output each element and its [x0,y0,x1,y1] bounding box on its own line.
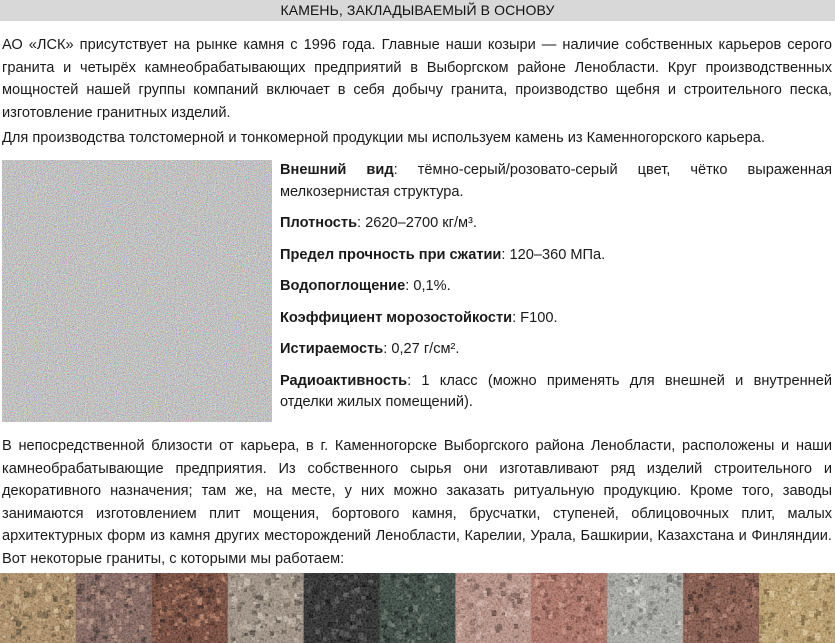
granite-swatch-red-brown [683,573,759,643]
intro-paragraph: АО «ЛСК» присутствует на рынке камня с 1996 года. Главные наши козыри — наличие собственных карьеров серого гранита и четырёх камнеобрабатывающих предприятий в Выборгском районе Ленобласти. Круг производственных мощностей нашей группы компаний включает в себя добычу гранита, производство щебня и строительного песка, изготовление гранитных изделий. [2,37,832,121]
granite-swatch-dark-green [380,573,456,643]
granite-sample-image [2,160,272,422]
property-frost-resistance: Коэффициент морозостойкости: F100. [280,309,558,326]
quarry-paragraph: Для производства толстомерной и тонкомерной продукции мы используем камень из Каменногорского карьера. [2,130,765,146]
granite-swatches-strip [0,573,835,643]
granite-swatch-black [304,573,380,643]
granite-swatch-light-grey [607,573,683,643]
property-water-absorption: Водопоглощение: 0,1%. [280,278,451,294]
page-title: КАМЕНЬ, ЗАКЛАДЫВАЕМЫЙ В ОСНОВУ [280,2,555,18]
granite-swatch-coral [531,573,607,643]
property-density: Плотность: 2620–2700 кг/м³. [280,215,477,231]
granite-swatch-yellow [759,573,835,643]
properties-list [280,160,832,414]
granite-swatch-golden [0,573,76,643]
property-radioactivity: Радиоактивность: 1 класс (можно применять для внешней и внутренней отделки жилых помещений). [280,372,832,410]
granite-swatch-brown-red [152,573,228,643]
enterprises-paragraph: В непосредственной близости от карьера, в г. Каменногорске Выборгского района Ленобласти, расположены и наши камнеобрабатывающие предприятия. Из собственного сырья они изготавливают ряд изделий строительного и декоративного назначения; там же, на месте, у них можно заказать ритуальную продукцию. Кроме того, заводы занимаются изготовлением плит мощения, бортового камня, брусчатки, ступеней, облицовочных плит, малых архитектурных форм из камня других месторождений Ленобласти, Карелии, Урала, Башкирии, Казахстана и Финляндии. Вот некоторые граниты, с которыми мы работаем: [2,438,832,567]
page-header [0,0,835,21]
granite-swatch-beige-grey [228,573,304,643]
property-compressive-strength: Предел прочность при сжатии: 120–360 МПа. [280,246,606,263]
property-appearance: Внешний вид: тёмно-серый/розовато-серый цвет, чётко выраженная мелкозернистая структура. [280,162,832,200]
granite-swatch-red-grey [76,573,152,643]
granite-swatch-pink [455,573,531,643]
property-abrasion: Истираемость: 0,27 г/см². [280,341,460,357]
